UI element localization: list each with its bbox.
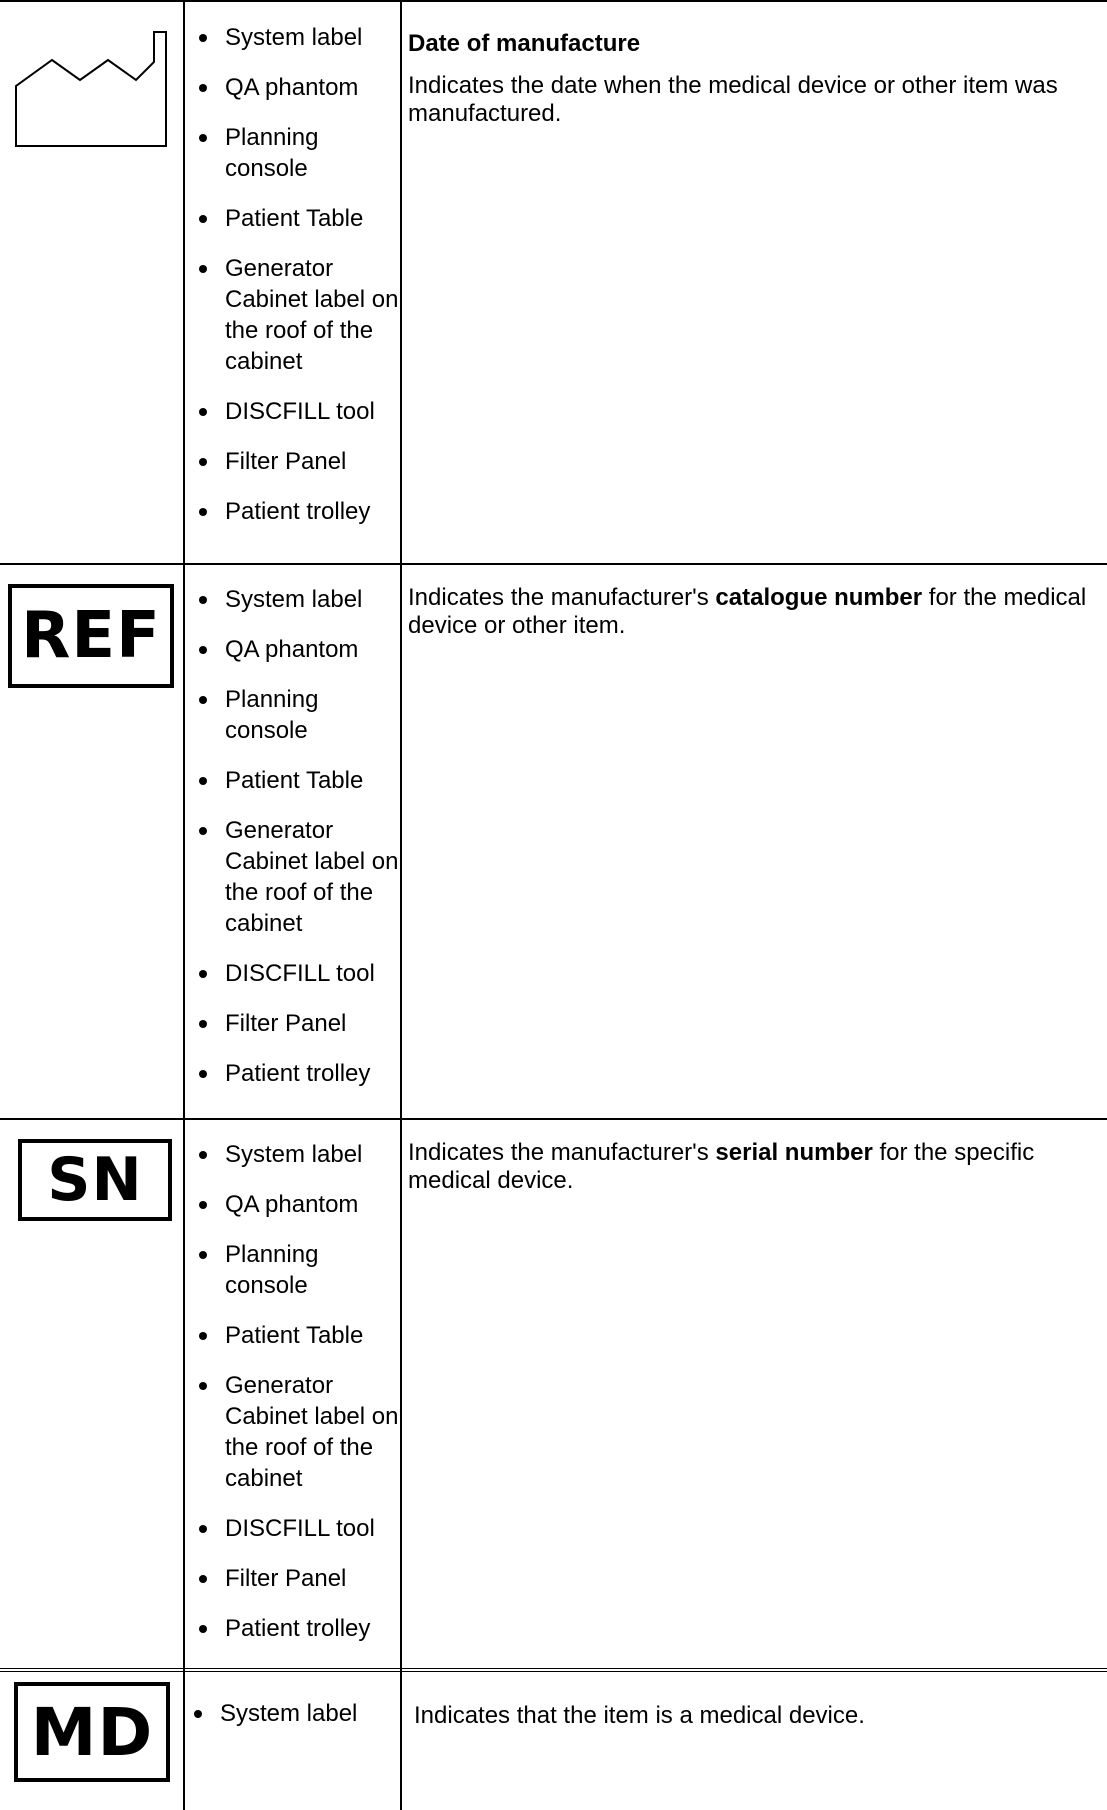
row-divider-3 <box>0 1668 1107 1672</box>
description-text <box>408 584 1100 640</box>
list-item: DISCFILL tool <box>195 396 405 427</box>
ref-icon <box>8 584 174 688</box>
description-text: Indicates that the item is a medical device. <box>414 1702 865 1729</box>
description-text-part: Indicates the manufacturer's <box>408 584 716 611</box>
applies-to-list <box>195 584 405 1108</box>
list-item: QA phantom <box>195 1189 405 1220</box>
description <box>408 30 1100 128</box>
md-symbol-text: MD <box>30 1693 154 1771</box>
column-divider-1 <box>183 0 185 1810</box>
applies-to-list <box>195 22 405 546</box>
ref-symbol-text: REF <box>21 599 161 673</box>
list-item: Planning console <box>195 1239 405 1301</box>
list-item: System label <box>195 1139 405 1170</box>
row-divider-2 <box>0 1118 1107 1120</box>
description <box>414 1702 1106 1730</box>
description-bold-term: catalogue number <box>715 584 923 611</box>
list-item: QA phantom <box>195 634 405 665</box>
table-top-border <box>0 0 1107 2</box>
sn-symbol-text: SN <box>47 1145 143 1215</box>
description-text-part: for the medical device or other item. <box>408 584 1087 639</box>
applies-to-list <box>190 1698 400 1748</box>
list-item: Patient trolley <box>195 1058 405 1089</box>
description-text <box>408 1139 1100 1195</box>
list-item: Generator Cabinet label on the roof of the cabinet <box>195 815 405 939</box>
sn-icon <box>18 1139 172 1221</box>
list-item: Patient Table <box>195 765 405 796</box>
list-item: DISCFILL tool <box>195 958 405 989</box>
list-item: Filter Panel <box>195 1008 405 1039</box>
list-item: Filter Panel <box>195 1563 405 1594</box>
list-item: System label <box>195 22 405 53</box>
manufacture-date-icon <box>8 30 174 153</box>
list-item: System label <box>195 584 405 615</box>
description <box>408 1139 1100 1195</box>
list-item: Generator Cabinet label on the roof of the cabinet <box>195 1370 405 1494</box>
list-item: QA phantom <box>195 72 405 103</box>
description <box>408 584 1100 640</box>
description-bold-term: serial number <box>715 1139 873 1166</box>
row-divider-1 <box>0 563 1107 565</box>
list-item: Filter Panel <box>195 446 405 477</box>
list-item: DISCFILL tool <box>195 1513 405 1544</box>
list-item: Patient Table <box>195 1320 405 1351</box>
description-text: Indicates the date when the medical device or other item was manufactured. <box>408 72 1058 127</box>
list-item: Planning console <box>195 122 405 184</box>
symbol-title: Date of manufacture <box>408 30 641 57</box>
list-item: Planning console <box>195 684 405 746</box>
list-item: Patient trolley <box>195 496 405 527</box>
list-item: Generator Cabinet label on the roof of the cabinet <box>195 253 405 377</box>
applies-to-list <box>195 1139 405 1663</box>
description-text-part: Indicates the manufacturer's <box>408 1139 716 1166</box>
list-item: Patient trolley <box>195 1613 405 1644</box>
description-text-part: for the specific medical device. <box>408 1139 1035 1194</box>
list-item: Patient Table <box>195 203 405 234</box>
md-icon <box>14 1682 170 1782</box>
list-item: System label <box>190 1698 400 1729</box>
